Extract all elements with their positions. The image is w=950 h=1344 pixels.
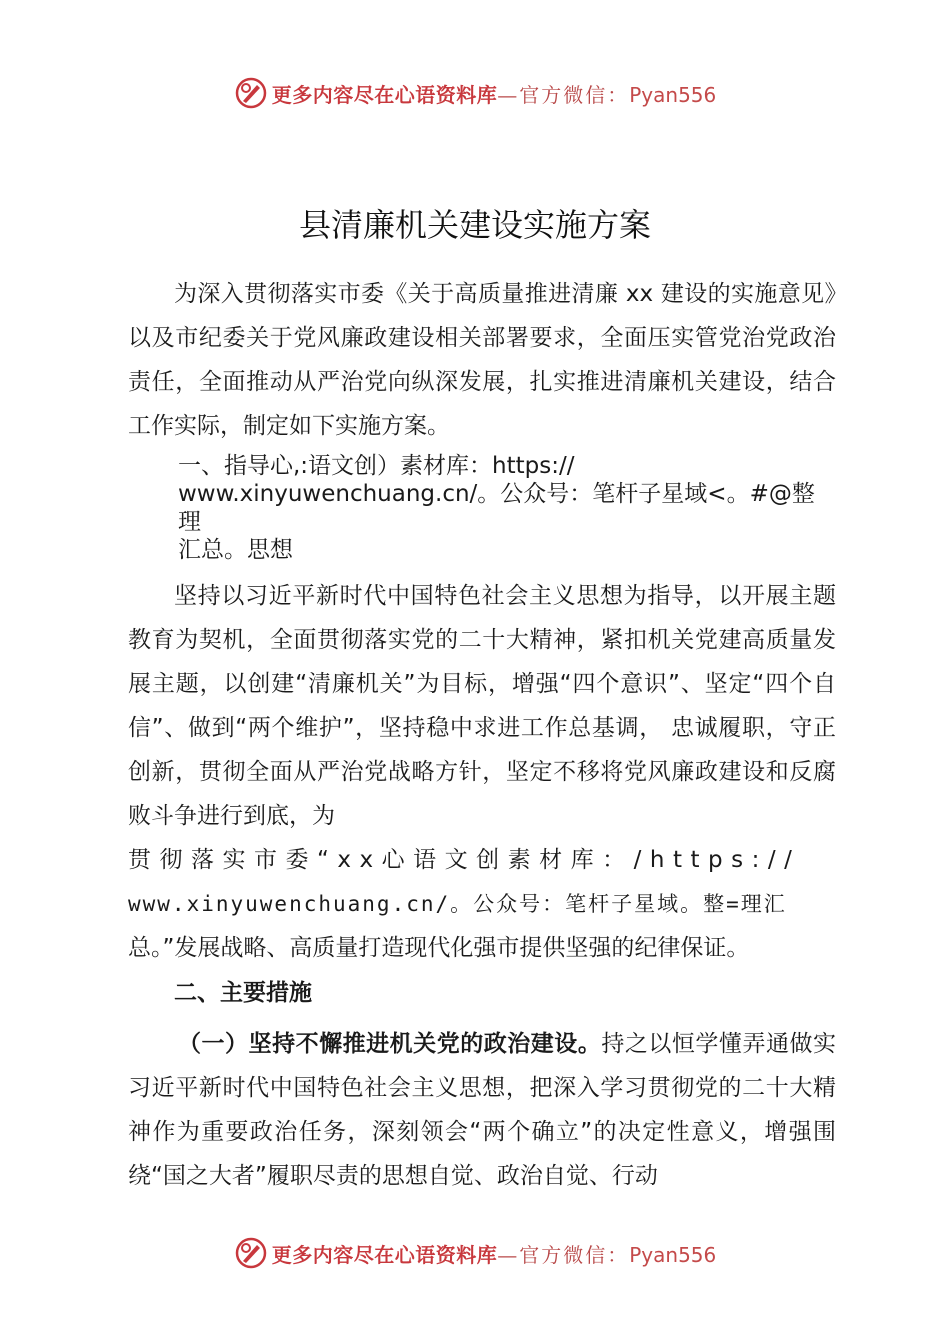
- section1-line2: www.xinyuwenchuang.cn/。公众号：笔杆子星域<。#@整理: [178, 481, 815, 535]
- document-title: 县清廉机关建设实施方案: [298, 206, 651, 244]
- subsection1-heading: （一）坚持不懈推进机关党的政治建设。: [178, 1031, 602, 1057]
- watermark-text: 更多内容尽在心语资料库—官方微信：Pyan556: [271, 82, 717, 107]
- section1-line1: 一、指导心,:语文创）素材库：https://: [178, 453, 575, 479]
- guiding-main-text: 坚持以习近平新时代中国特色社会主义思想为指导，以开展主题教育为契机，全面贯彻落实党的二十大精神，紧扣机关党建高质量发展主题，以创建“清廉机关”为目标，增强“四个意识”、坚定“四个自信”、做到“两个维护”，坚持稳中求进工作总基调， 忠诚履职，守正创新，贯彻全面从严治党战略方针，坚定不移将党风廉政建设和反腐败斗争进行到底，为: [128, 583, 836, 829]
- watermark-text: 更多内容尽在心语资料库—官方微信：Pyan556: [271, 1242, 717, 1267]
- guiding-end-line: 总。”发展战略、高质量打造现代化强市提供坚强的纪律保证。: [128, 935, 750, 961]
- header-watermark: [0, 73, 950, 113]
- document-body: [128, 272, 836, 1198]
- section2-heading: 二、主要措施: [174, 980, 312, 1006]
- section1-heading: [128, 448, 836, 574]
- subsection1-text: 持之以恒学懂弄通做实习近平新时代中国特色社会主义思想，把深入学习贯彻党的二十大精神作为重要政治任务，深刻领会“两个确立”的决定性意义，增强围绕“国之大者”履职尽责的思想自觉、政治自觉、行动: [128, 1031, 837, 1189]
- guiding-paragraph: [128, 574, 836, 838]
- pen-logo-icon: [234, 1236, 268, 1270]
- subsection1-paragraph: [128, 1022, 836, 1198]
- footer-watermark: [0, 1233, 950, 1273]
- guiding-url-line: www.xinyuwenchuang.cn/。公众号：笔杆子星域。整=理汇: [128, 892, 787, 916]
- pen-logo-icon: [234, 76, 268, 110]
- guiding-spread-line: 贯彻落实市委“xx心语文创素材库：/https://: [128, 847, 801, 873]
- section1-line3: 汇总。思想: [178, 537, 293, 563]
- intro-paragraph: 为深入贯彻落实市委《关于高质量推进清廉 xx 建设的实施意见》以及市纪委关于党风廉政建设相关部署要求，全面压实管党治党政治责任，全面推动从严治党向纵深发展，扎实推进清廉机关建设，结合工作实际，制定如下实施方案。: [128, 281, 836, 439]
